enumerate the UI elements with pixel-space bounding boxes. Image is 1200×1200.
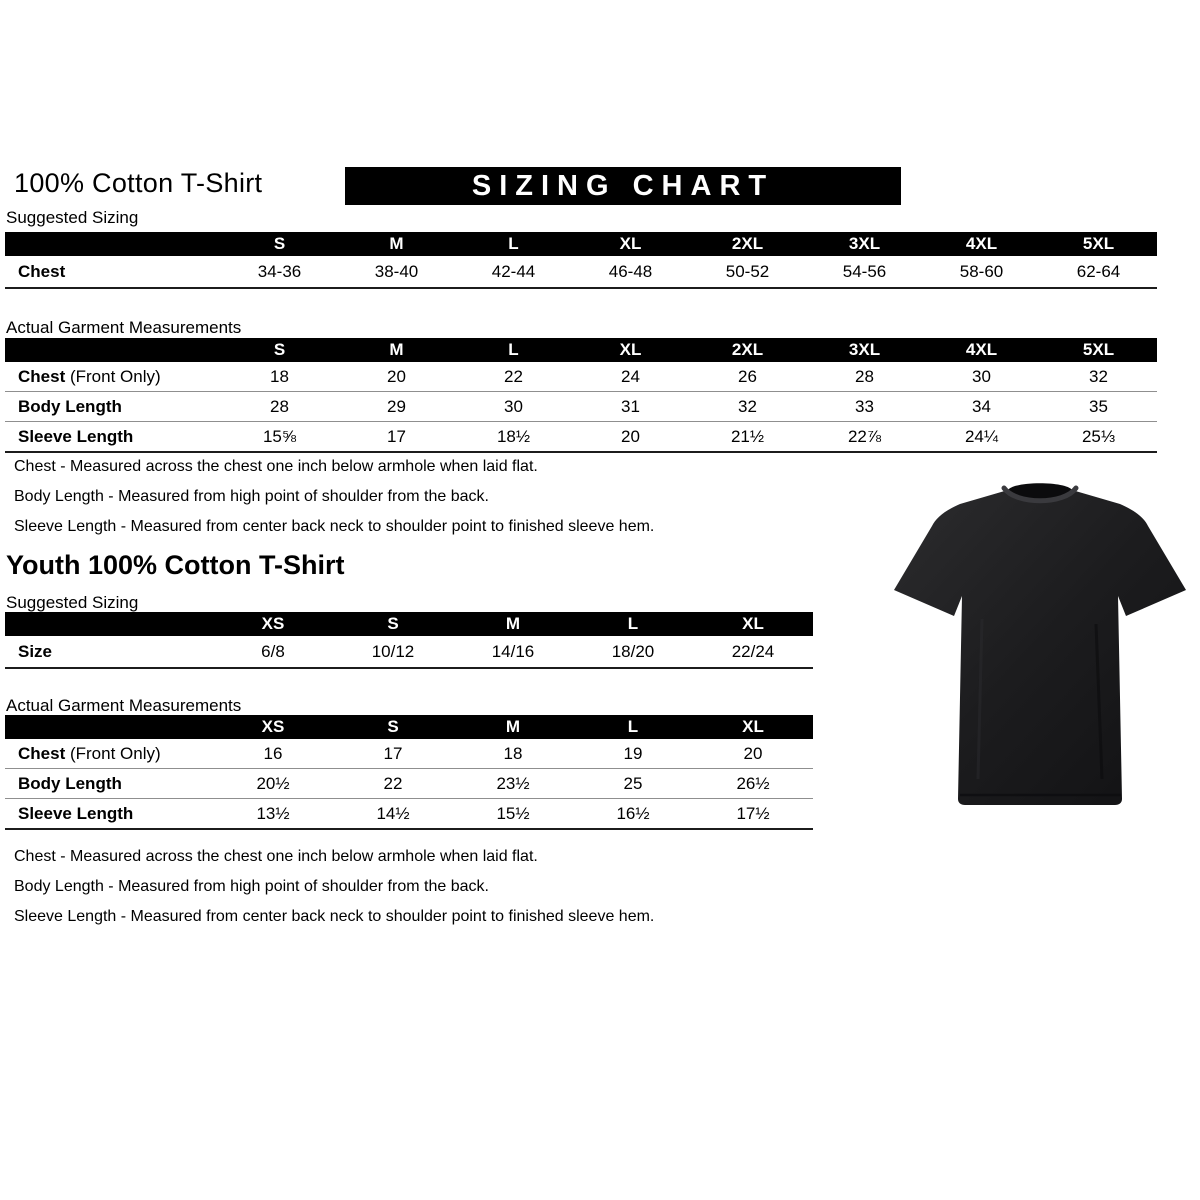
adult-garment-header-row xyxy=(5,338,1157,362)
cell-value: 24 xyxy=(621,366,640,386)
cell-value: 34 xyxy=(972,396,991,416)
cell-value: 19 xyxy=(623,743,643,763)
cell-value: 16½ xyxy=(616,803,650,823)
youth-garment-heading: Actual Garment Measurements xyxy=(6,696,242,715)
adult-garment-heading: Actual Garment Measurements xyxy=(6,318,242,337)
col-header: XS xyxy=(261,614,285,633)
cell-value: 25 xyxy=(623,773,643,793)
col-header: XL xyxy=(742,614,764,633)
col-header: 2XL xyxy=(731,234,764,253)
youth-measurement-notes xyxy=(14,842,874,932)
adult-measurement-notes xyxy=(14,452,874,542)
col-header: XL xyxy=(619,234,642,253)
cell-value: 20 xyxy=(387,366,406,386)
col-header: 5XL xyxy=(1082,340,1115,359)
col-header: L xyxy=(508,340,519,359)
row-label: Body Length xyxy=(18,773,122,793)
table-row xyxy=(5,422,1157,453)
cell-value: 14/16 xyxy=(491,641,535,661)
cell-value: 10/12 xyxy=(371,641,415,661)
sizing-chart-banner-label: SIZING CHART xyxy=(471,169,775,202)
cell-value: 46-48 xyxy=(608,261,653,281)
cell-value: 30 xyxy=(972,366,991,386)
col-header: S xyxy=(273,340,286,359)
page-title: 100% Cotton T-Shirt xyxy=(14,168,263,198)
row-label: Body Length xyxy=(18,396,122,416)
col-header: L xyxy=(627,614,639,633)
note-line: Body Length - Measured from high point of shoulder from the back. xyxy=(14,488,489,505)
col-header: S xyxy=(273,234,286,253)
row-label: Chest (Front Only) xyxy=(18,366,161,386)
tshirt-image xyxy=(890,474,1190,819)
cell-value: 22 xyxy=(383,773,403,793)
note-line: Sleeve Length - Measured from center back neck to shoulder point to finished sleeve hem. xyxy=(14,518,655,535)
table-row xyxy=(5,256,1157,289)
youth-title: Youth 100% Cotton T-Shirt xyxy=(6,550,345,580)
cell-value: 33 xyxy=(855,396,874,416)
col-header: 3XL xyxy=(848,234,881,253)
cell-value: 31 xyxy=(621,396,640,416)
cell-value: 16 xyxy=(263,743,283,763)
cell-value: 18½ xyxy=(496,426,531,446)
cell-value: 26½ xyxy=(736,773,770,793)
cell-value: 17½ xyxy=(736,803,770,823)
col-header: S xyxy=(387,717,399,736)
cell-value: 15½ xyxy=(496,803,530,823)
cell-value: 22 xyxy=(504,366,523,386)
row-label: Chest xyxy=(18,261,66,281)
cell-value: 32 xyxy=(738,396,757,416)
cell-value: 21½ xyxy=(730,426,765,446)
cell-value: 38-40 xyxy=(374,261,419,281)
note-line: Sleeve Length - Measured from center back neck to shoulder point to finished sleeve hem. xyxy=(14,908,655,925)
youth-garment-header-row xyxy=(5,715,813,739)
cell-value: 62-64 xyxy=(1076,261,1121,281)
row-label: Size xyxy=(18,641,53,661)
adult-garment-table xyxy=(5,338,1157,453)
col-header: M xyxy=(389,340,404,359)
cell-value: 58-60 xyxy=(959,261,1004,281)
table-row xyxy=(5,392,1157,422)
cell-value: 28 xyxy=(855,366,874,386)
cell-value: 28 xyxy=(270,396,289,416)
col-header: S xyxy=(387,614,399,633)
col-header: 4XL xyxy=(965,234,998,253)
cell-value: 23½ xyxy=(496,773,530,793)
col-header: L xyxy=(627,717,639,736)
col-header: 5XL xyxy=(1082,234,1115,253)
col-header: 2XL xyxy=(731,340,764,359)
sizing-chart-banner xyxy=(345,167,901,205)
col-header: XS xyxy=(261,717,285,736)
cell-value: 18/20 xyxy=(611,641,655,661)
cell-value: 50-52 xyxy=(725,261,770,281)
table-row xyxy=(5,362,1157,392)
youth-suggested-header-row xyxy=(5,612,813,636)
cell-value: 20 xyxy=(621,426,640,446)
cell-value: 17 xyxy=(387,426,406,446)
adult-suggested-heading: Suggested Sizing xyxy=(6,208,139,227)
cell-value: 24¼ xyxy=(964,426,999,446)
cell-value: 26 xyxy=(738,366,757,386)
col-header: M xyxy=(505,614,521,633)
cell-value: 22⅞ xyxy=(847,426,882,446)
cell-value: 32 xyxy=(1089,366,1108,386)
col-header: M xyxy=(389,234,404,253)
youth-suggested-heading: Suggested Sizing xyxy=(6,593,139,612)
cell-value: 34-36 xyxy=(257,261,302,281)
cell-value: 30 xyxy=(504,396,523,416)
cell-value: 14½ xyxy=(376,803,410,823)
adult-suggested-header-row xyxy=(5,232,1157,256)
col-header: XL xyxy=(742,717,764,736)
table-row xyxy=(5,636,813,669)
note-line: Chest - Measured across the chest one inch below armhole when laid flat. xyxy=(14,458,538,475)
cell-value: 18 xyxy=(270,366,289,386)
cell-value: 54-56 xyxy=(842,261,887,281)
col-header: M xyxy=(505,717,521,736)
table-row xyxy=(5,799,813,830)
cell-value: 6/8 xyxy=(261,641,285,661)
note-line: Chest - Measured across the chest one inch below armhole when laid flat. xyxy=(14,848,538,865)
cell-value: 18 xyxy=(503,743,523,763)
cell-value: 17 xyxy=(383,743,403,763)
tshirt-body-shape xyxy=(894,490,1186,805)
col-header: L xyxy=(508,234,519,253)
note-line: Body Length - Measured from high point of shoulder from the back. xyxy=(14,878,489,895)
table-row xyxy=(5,739,813,769)
youth-suggested-table xyxy=(5,612,813,669)
youth-garment-table xyxy=(5,715,813,830)
cell-value: 13½ xyxy=(256,803,290,823)
col-header: 4XL xyxy=(965,340,998,359)
cell-value: 20½ xyxy=(256,773,290,793)
row-label: Chest (Front Only) xyxy=(18,743,161,763)
adult-suggested-table xyxy=(5,232,1157,289)
cell-value: 20 xyxy=(743,743,763,763)
row-label: Sleeve Length xyxy=(18,803,134,823)
cell-value: 22/24 xyxy=(731,641,775,661)
col-header: 3XL xyxy=(848,340,881,359)
cell-value: 35 xyxy=(1089,396,1108,416)
table-row xyxy=(5,769,813,799)
col-header: XL xyxy=(619,340,642,359)
cell-value: 29 xyxy=(387,396,406,416)
cell-value: 15⅝ xyxy=(262,426,297,446)
cell-value: 42-44 xyxy=(491,261,536,281)
cell-value: 25⅓ xyxy=(1081,426,1116,446)
row-label: Sleeve Length xyxy=(18,426,134,446)
